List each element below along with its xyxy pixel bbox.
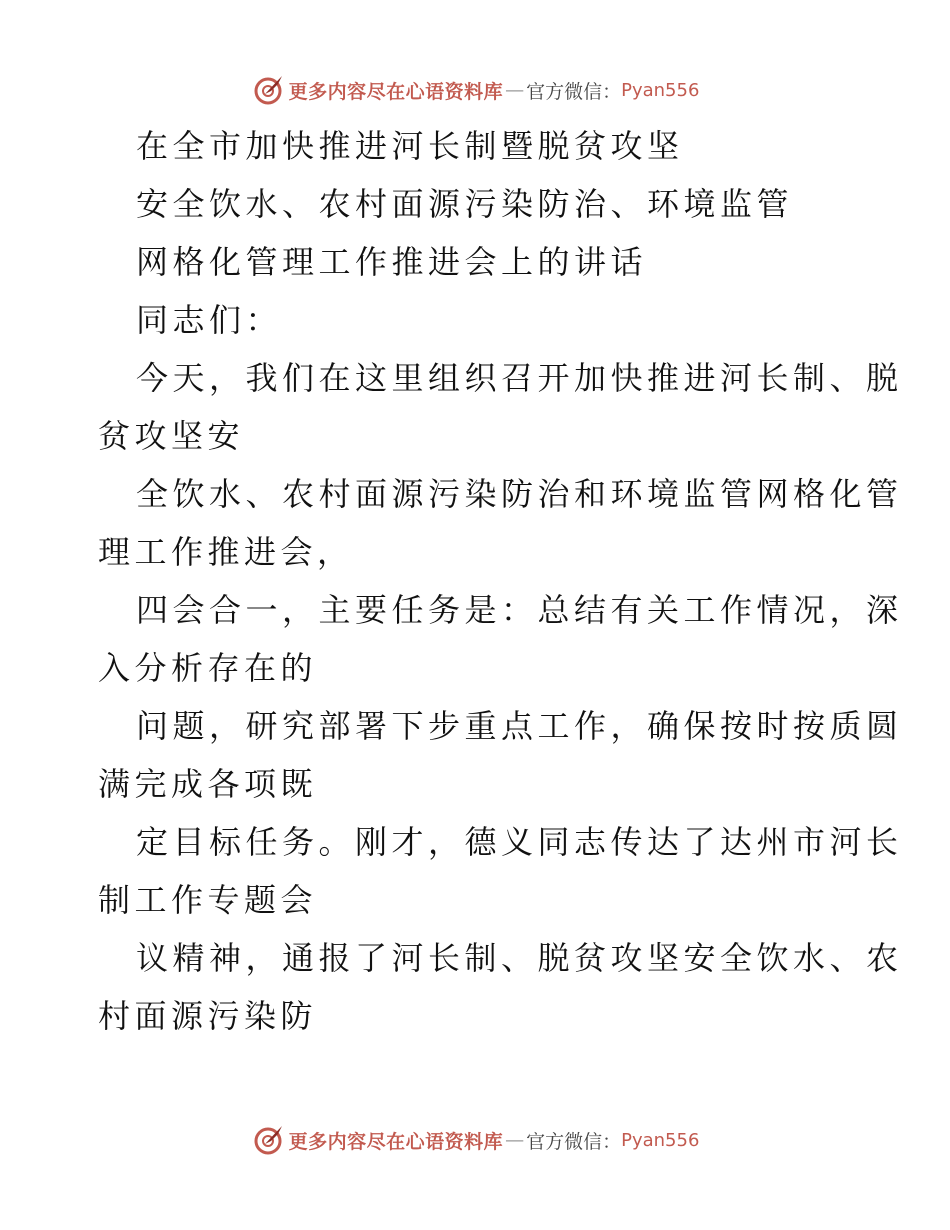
watermark-wechat-label: 官方微信： (526, 1130, 622, 1153)
paragraph-line: 定目标任务。刚才，德义同志传达了达州市河长 (136, 823, 903, 861)
watermark-wechat-id: Pyan556 (621, 79, 700, 101)
watermark-wechat-label: 官方微信： (526, 80, 622, 103)
paragraph-line: 议精神，通报了河长制、脱贫攻坚安全饮水、农 (136, 939, 903, 977)
paragraph-line: 今天，我们在这里组织召开加快推进河长制、脱 (136, 359, 903, 397)
paragraph-line: 村面源污染防 (98, 997, 318, 1035)
watermark-header (0, 70, 950, 110)
paragraph-line: 入分析存在的 (98, 649, 318, 687)
paragraph-line: 制工作专题会 (98, 881, 318, 919)
quill-logo-icon (251, 73, 285, 107)
watermark-dash: — (505, 1129, 525, 1151)
watermark-brand: 更多内容尽在心语资料库 (288, 1130, 504, 1153)
salutation: 同志们： (136, 301, 283, 339)
paragraph-line: 问题，研究部署下步重点工作，确保按时按质圆 (136, 707, 903, 745)
title-line-2: 安全饮水、农村面源污染防治、环境监管 (136, 185, 794, 223)
watermark-brand: 更多内容尽在心语资料库 (288, 80, 504, 103)
paragraph-line: 全饮水、农村面源污染防治和环境监管网格化管 (136, 475, 903, 513)
paragraph-line: 贫攻坚安 (98, 417, 245, 455)
watermark-wechat-id: Pyan556 (621, 1129, 700, 1151)
paragraph-line: 满完成各项既 (98, 765, 318, 803)
watermark-dash: — (505, 79, 525, 101)
paragraph-line: 四会合一，主要任务是：总结有关工作情况，深 (136, 591, 903, 629)
title-line-1: 在全市加快推进河长制暨脱贫攻坚 (136, 127, 684, 165)
title-line-3: 网格化管理工作推进会上的讲话 (136, 243, 648, 281)
document-body (98, 117, 903, 1045)
paragraph-line: 理工作推进会， (98, 533, 354, 571)
watermark-footer (0, 1120, 950, 1160)
quill-logo-icon (251, 1123, 285, 1157)
